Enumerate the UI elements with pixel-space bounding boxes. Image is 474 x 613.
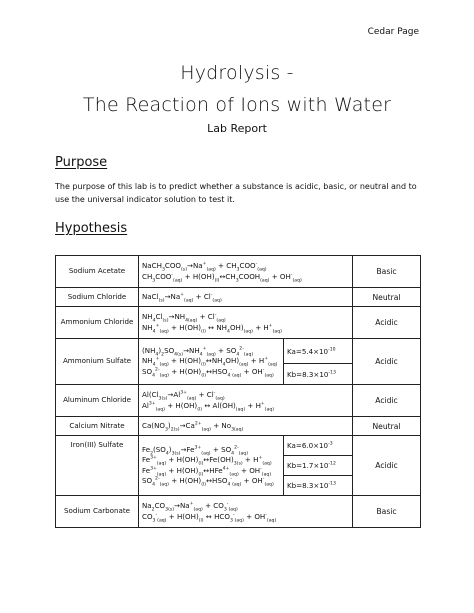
- prediction-result: Neutral: [353, 417, 421, 436]
- prediction-result: Acidic: [353, 436, 421, 496]
- hypothesis-table: [55, 255, 421, 528]
- kb-value: $Kb=8.3\times 10^{-13}$: [284, 476, 353, 496]
- table-row: [56, 417, 421, 436]
- reaction-equations: $Al(Cl_{3(s)}\to Al^{3+}_{(aq)} + Cl^-_{(aq)}$ $Al^{3+}_{(aq)} + H(OH)_{(l)}$ ↔ $Al(OH)_{(aq)} + H^+_{(aq)}$: [139, 385, 353, 417]
- salt-name: Sodium Carbonate: [56, 496, 139, 528]
- table-row: [56, 256, 421, 288]
- reaction-equations: $NH_4Cl_{(s)}\to NH_{4(aq)} + Cl^-_{(aq)}$ $NH_4^+_{(aq)} + H(OH)_{(l)}$ ↔ $NH_4OH)_{(aq)} + H^+_{(aq)}$: [139, 307, 353, 339]
- salt-name: Aluminum Chloride: [56, 385, 139, 417]
- title-line-1: Hydrolysis -: [180, 62, 294, 84]
- hypothesis-heading: Hypothesis: [55, 221, 128, 236]
- reaction-equations: $NaCH_3COO_{(s)}\to Na^+_{(aq)} + CH_3COO^-_{(aq)}$ $CH_3COO^-_{(aq)}$ + $H(OH)_{(l)}\leftrightarrow CH_3COOH_{(aq)} + OH^-_{(aq)}$: [139, 256, 353, 288]
- table-row: [56, 385, 421, 417]
- purpose-text: The purpose of this lab is to predict whether a substance is acidic, basic, or neutral and to use the universal indicator solution to test it.: [55, 182, 417, 204]
- purpose-heading: Purpose: [55, 155, 108, 170]
- reaction-equations: $Fe_2(SO_4)_{3(s)}\to Fe^{3+}_{(aq)} + SO_4^{2-}_{(aq)}$ $Fe^{3+}_{(aq)}$ + $H(OH)_{(l)}\leftrightarrow Fe(OH)_{3(s)} + H^+_{(aq)}$ $Fe^{3+}_{(aq)}$ + $H(OH)_{(l)}\leftrightarrow HFe^{4+}_{(aq)} + OH^-_{(aq)}$ $SO_4^{2-}_{(aq)}$ + $H(OH)_{(l)}\leftrightarrow HSO_4^-_{(aq)} + OH^-_{(aq)}$: [139, 436, 284, 496]
- table-row: [56, 288, 421, 307]
- prediction-result: Acidic: [353, 339, 421, 385]
- reaction-equations: $NaCl_{(s)}\to Na^+_{(aq)} + Cl^-_{(aq)}$: [139, 288, 353, 307]
- title-line-2: The Reaction of Ions with Water: [82, 94, 392, 116]
- reaction-equations: $Ca(NO_3)_{2(s)}\to Ca^{2+}_{(aq)} + No_{3(aq)}$: [139, 417, 353, 436]
- table-row: [56, 496, 421, 528]
- salt-name: Sodium Chloride: [56, 288, 139, 307]
- table-row: [56, 307, 421, 339]
- prediction-result: Basic: [353, 256, 421, 288]
- kb-value: $Kb=8.3\times 10^{-13}$: [284, 364, 353, 385]
- table-row: [56, 339, 421, 364]
- salt-name: Iron(III) Sulfate: [56, 436, 139, 496]
- author-name: Cedar Page: [367, 27, 419, 37]
- salt-name: Calcium Nitrate: [56, 417, 139, 436]
- salt-name: Sodium Acetate: [56, 256, 139, 288]
- reaction-equations: $Na_2CO_{3(s)}\to Na^+_{(aq)} + CO_3^-_{(aq)}$ $CO_3^-_{(aq)} + H(OH)_{(l)}$ ↔ $HCO_3^-_{(aq)} + OH^-_{(aq)}$: [139, 496, 353, 528]
- prediction-result: Basic: [353, 496, 421, 528]
- kb-value: $Kb=1.7\times 10^{-12}$: [284, 456, 353, 476]
- reaction-equations: $(NH_4)_2SO_{4(s)}\to NH_4^+_{(aq)} + SO_4^{2-}_{(aq)}$ $NH_4^+_{(aq)}$ + $H(OH)_{(l)}\leftrightarrow NH_4OH)_{(aq)} + H^+_{(aq)}$ $SO_4^{2-}_{(aq)}$ + $H(OH)_{(l)}\leftrightarrow HSO_4^-_{(aq)} + OH^-_{(aq)}$: [139, 339, 284, 385]
- report-subtitle: Lab Report: [207, 122, 267, 135]
- salt-name: Ammonium Sulfate: [56, 339, 139, 385]
- salt-name: Ammonium Chloride: [56, 307, 139, 339]
- prediction-result: Acidic: [353, 307, 421, 339]
- ka-value: $Ka=5.4\times 10^{-10}$: [284, 339, 353, 364]
- prediction-result: Acidic: [353, 385, 421, 417]
- prediction-result: Neutral: [353, 288, 421, 307]
- table-row: [56, 436, 421, 456]
- ka-value: $Ka=6.0\times 10^{-3}$: [284, 436, 353, 456]
